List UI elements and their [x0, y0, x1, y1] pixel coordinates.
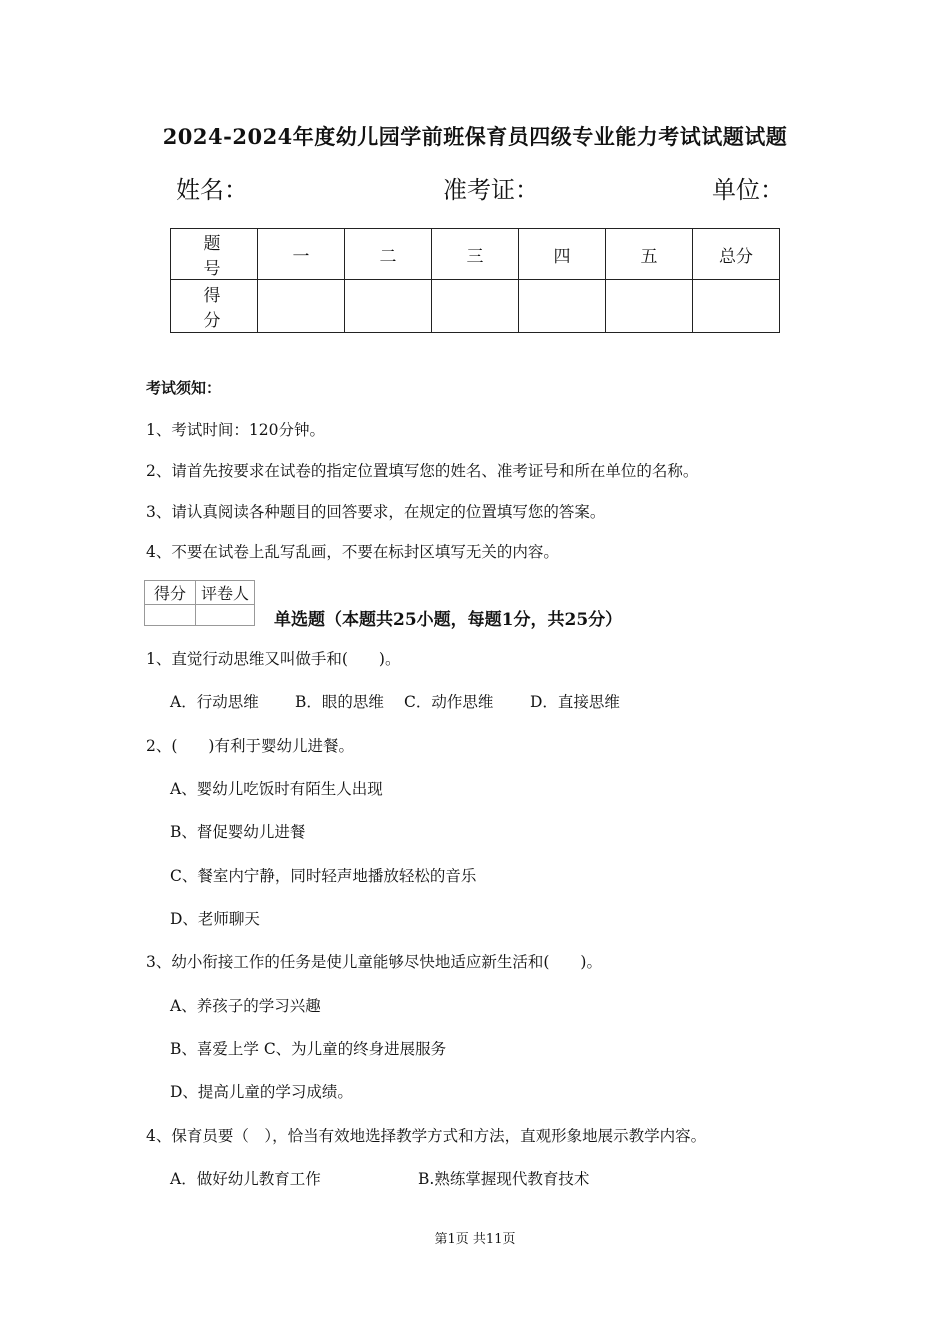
score-table-header-cell: 一 — [258, 229, 345, 280]
score-cell[interactable] — [432, 280, 519, 333]
option-d: D．直接思维 — [530, 693, 620, 711]
option-c: C．动作思维 — [404, 693, 494, 711]
grader-reviewer-cell[interactable] — [196, 605, 255, 626]
notice-item: 4、不要在试卷上乱写乱画，不要在标封区填写无关的内容。 — [146, 543, 559, 561]
score-table-header-cell: 总分 — [693, 229, 780, 280]
score-table-header-cell: 四 — [519, 229, 606, 280]
score-table — [170, 228, 780, 333]
option-b: B．眼的思维 — [295, 693, 384, 711]
grader-score-cell[interactable] — [145, 605, 196, 626]
option-a: A、养孩子的学习兴趣 — [170, 997, 321, 1015]
grader-header-row — [145, 581, 255, 605]
score-cell[interactable] — [519, 280, 606, 333]
notice-item: 1、考试时间：120分钟。 — [146, 421, 325, 439]
option-b: B、喜爱上学 C、为儿童的终身进展服务 — [170, 1040, 447, 1058]
score-table-header-cell: 题 号 — [171, 229, 258, 280]
score-table-score-row — [171, 280, 780, 333]
grader-reviewer-label: 评卷人 — [196, 581, 255, 605]
score-cell[interactable] — [345, 280, 432, 333]
option-a: A、婴幼儿吃饭时有陌生人出现 — [170, 780, 383, 798]
score-table-header-cell: 三 — [432, 229, 519, 280]
unit-label: 单位： — [712, 176, 784, 204]
score-row-label: 得 分 — [171, 280, 258, 333]
exam-id-label: 准考证： — [443, 176, 539, 204]
option-b: B、督促婴幼儿进餐 — [170, 823, 306, 841]
score-cell[interactable] — [606, 280, 693, 333]
option-d: D、提高儿童的学习成绩。 — [170, 1083, 353, 1101]
question-stem: 3、幼小衔接工作的任务是使儿童能够尽快地适应新生活和( )。 — [146, 953, 602, 971]
option-c: C、餐室内宁静，同时轻声地播放轻松的音乐 — [170, 867, 477, 885]
option-a: A．做好幼儿教育工作 — [170, 1170, 321, 1188]
score-cell[interactable] — [693, 280, 780, 333]
grader-table — [144, 580, 255, 626]
name-label: 姓名： — [176, 176, 248, 204]
option-d: D、老师聊天 — [170, 910, 260, 928]
score-table-header-row — [171, 229, 780, 280]
page-footer: 第1页 共11页 — [434, 1232, 516, 1247]
score-table-header-cell: 二 — [345, 229, 432, 280]
score-cell[interactable] — [258, 280, 345, 333]
grader-score-label: 得分 — [145, 581, 196, 605]
grader-blank-row — [145, 605, 255, 626]
question-stem: 4、保育员要（ ），恰当有效地选择教学方式和方法，直观形象地展示教学内容。 — [146, 1127, 707, 1145]
notice-heading: 考试须知： — [146, 379, 222, 397]
page-title: 2024-2024年度幼儿园学前班保育员四级专业能力考试试题试题 — [162, 124, 788, 149]
question-stem: 1、直觉行动思维又叫做手和( )。 — [146, 650, 401, 668]
question-stem: 2、( )有利于婴幼儿进餐。 — [146, 737, 354, 755]
section-title: 单选题（本题共25小题，每题1分，共25分） — [274, 610, 623, 630]
option-a: A．行动思维 — [170, 693, 259, 711]
option-b: B.熟练掌握现代教育技术 — [418, 1170, 590, 1188]
notice-item: 3、请认真阅读各种题目的回答要求，在规定的位置填写您的答案。 — [146, 503, 606, 521]
notice-item: 2、请首先按要求在试卷的指定位置填写您的姓名、准考证号和所在单位的名称。 — [146, 462, 699, 480]
score-table-header-cell: 五 — [606, 229, 693, 280]
